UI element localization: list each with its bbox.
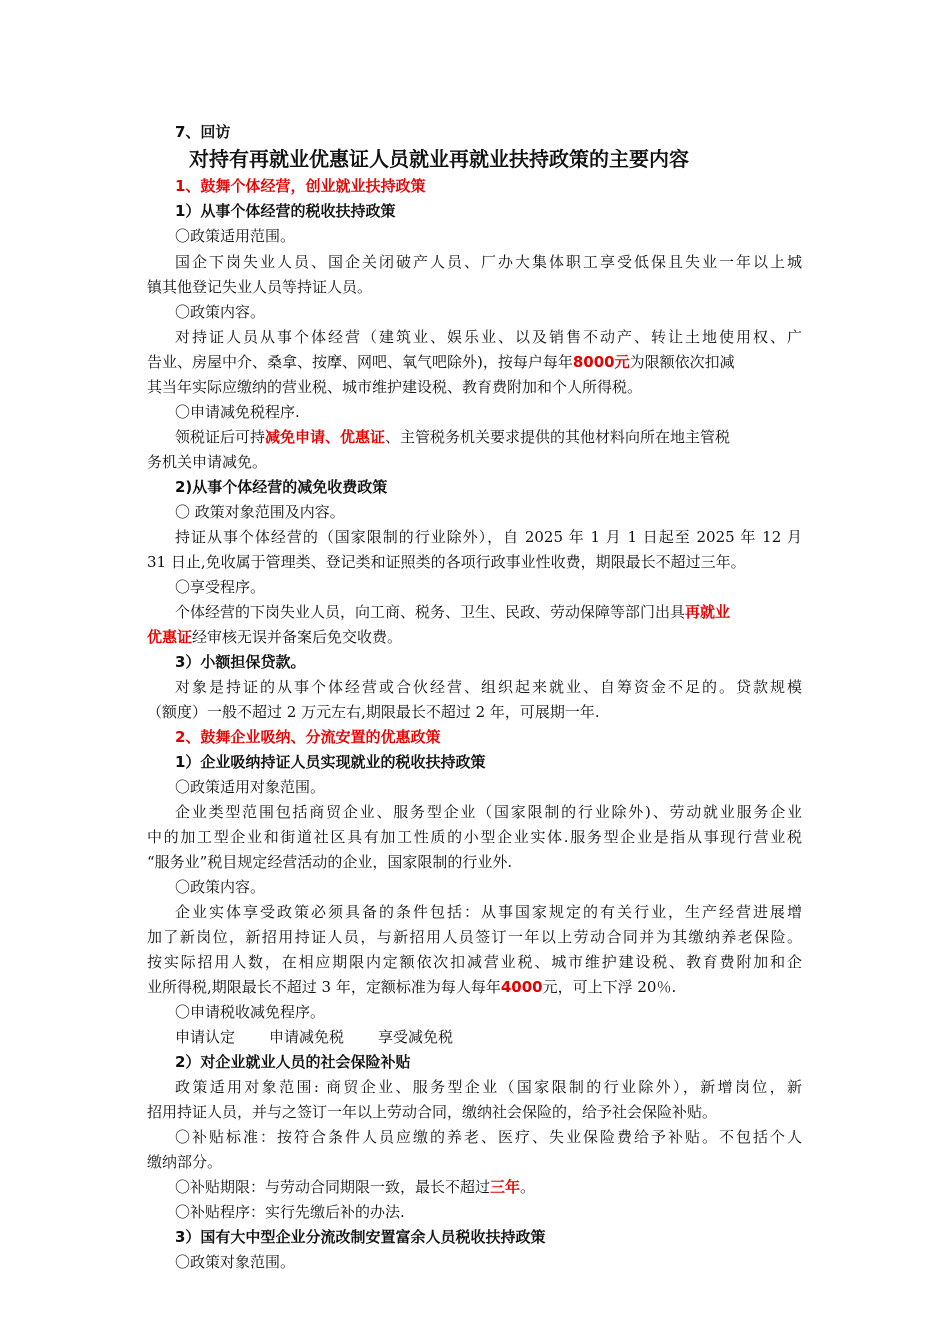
text-line: 〇申请税收减免程序。: [175, 1003, 326, 1021]
text-line: 其当年实际应缴纳的营业税、城市维护建设税、教育费附加和个人所得税。: [147, 378, 643, 396]
text-line: 〇政策内容。: [175, 878, 266, 896]
text-span: 告业、房屋中介、桑拿、按摩、网吧、氧气吧除外)，按每户每年: [147, 353, 573, 371]
text-line: 国企下岗失业人员、国企关闭破产人员、厂办大集体职工享受低保且失业一年以上城: [175, 253, 802, 271]
text-line: “服务业”税目规定经营活动的企业，国家限制的行业外.: [147, 853, 513, 871]
text-line: 镇其他登记失业人员等持证人员。: [147, 278, 373, 296]
text-line: [147, 977, 676, 997]
text-line: 〇政策内容。: [175, 303, 266, 321]
subsection-2-2-heading: 2）对企业就业人员的社会保险补贴: [175, 1053, 411, 1071]
text-line: 加了新岗位，新招用持证人员，与新招用人员签订一年以上劳动合同并为其缴纳养老保险。: [147, 928, 802, 946]
text-line: （额度）一般不超过 2 万元左右,期限最长不超过 2 年，可展期一年.: [147, 703, 600, 721]
text-line: 对象是持证的从事个体经营或合伙经营、组织起来就业、自筹资金不足的。贷款规模: [175, 678, 802, 696]
text-line: 〇政策适用范围。: [175, 227, 296, 245]
step-enjoy-tax-reduction: 享受减免税: [378, 1028, 454, 1046]
subsection-2-1-heading: 1）企业吸纳持证人员实现就业的税收扶持政策: [175, 753, 486, 771]
heading-return-visit: 7、回访: [175, 123, 231, 141]
text-line: [175, 427, 730, 447]
highlight-duration: 三年: [490, 1178, 521, 1196]
text-line: 〇 政策对象范围及内容。: [175, 503, 345, 521]
text-line: 企业实体享受政策必须具备的条件包括：从事国家规定的有关行业，生产经营进展增: [175, 903, 802, 921]
text-line: [175, 602, 730, 622]
text-span: 领税证后可持: [175, 428, 266, 446]
subsection-1-2-heading: 2)从事个体经营的减免收费政策: [175, 478, 388, 496]
text-line: 企业类型范围包括商贸企业、服务型企业（国家限制的行业除外)、劳动就业服务企业: [175, 803, 802, 821]
step-apply-tax-reduction: 申请减免税: [269, 1028, 345, 1046]
text-line: 〇政策适用对象范围。: [175, 778, 326, 796]
text-line: [147, 352, 735, 372]
subsection-1-1-heading: 1）从事个体经营的税收扶持政策: [175, 202, 396, 220]
highlight-amount: 8000元: [572, 353, 630, 371]
text-span: 个体经营的下岗失业人员，向工商、税务、卫生、民政、劳动保障等部门出具: [175, 603, 686, 621]
page-title: 对持有再就业优惠证人员就业再就业扶持政策的主要内容: [189, 147, 689, 171]
text-span: 〇补贴期限：与劳动合同期限一致，最长不超过: [175, 1178, 491, 1196]
text-line: 〇补贴程序：实行先缴后补的办法.: [175, 1203, 405, 1221]
text-span: 、主管税务机关要求提供的其他材料向所在地主管税: [385, 428, 731, 446]
text-line: [175, 1177, 535, 1197]
text-line: 对持证人员从事个体经营（建筑业、娱乐业、以及销售不动产、转让土地使用权、广: [175, 328, 802, 346]
step-apply-certification: 申请认定: [175, 1028, 236, 1046]
procedure-steps: [175, 1027, 453, 1047]
text-line: 招用持证人员，并与之签订一年以上劳动合同，缴纳社会保险的，给予社会保险补贴。: [147, 1103, 718, 1121]
subsection-2-3-heading: 3）国有大中型企业分流改制安置富余人员税收扶持政策: [175, 1228, 546, 1246]
highlight-amount: 4000: [500, 978, 543, 996]
text-line: [147, 627, 402, 647]
highlight-certificate: 再就业: [685, 603, 731, 621]
text-line: 〇申请减免税程序.: [175, 403, 300, 421]
subsection-1-3-heading: 3）小额担保贷款。: [175, 653, 306, 671]
text-line: 持证从事个体经营的（国家限制的行业除外），自 2025 年 1 月 1 日起至 2025 年 12 月: [175, 528, 802, 546]
text-line: 务机关申请减免。: [147, 453, 268, 471]
text-span: 经审核无误并备案后免交收费。: [192, 628, 403, 646]
text-span: 元，可上下浮 20％.: [542, 978, 677, 996]
section-2-heading: 2、鼓舞企业吸纳、分流安置的优惠政策: [175, 728, 441, 746]
text-line: 政策适用对象范围: 商贸企业、服务型企业（国家限制的行业除外），新增岗位，新: [175, 1078, 802, 1096]
text-line: 按实际招用人数，在相应期限内定额依次扣减营业税、城市维护建设税、教育费附加和企: [147, 953, 802, 971]
text-span: 。: [520, 1178, 536, 1196]
text-line: 缴纳部分。: [147, 1153, 223, 1171]
highlight-docs: 减免申请、优惠证: [265, 428, 386, 446]
text-span: 业所得税,期限最长不超过 3 年，定额标准为每人每年: [147, 978, 501, 996]
text-line: 中的加工型企业和街道社区具有加工性质的小型企业实体.服务型企业是指从事现行营业税: [147, 828, 802, 846]
text-span: 为限额依次扣减: [629, 353, 735, 371]
text-line: 31 日止,免收属于管理类、登记类和证照类的各项行政事业性收费，期限最长不超过三年。: [147, 553, 746, 571]
highlight-certificate: 优惠证: [147, 628, 193, 646]
section-1-heading: 1、鼓舞个体经营，创业就业扶持政策: [175, 177, 426, 195]
text-line: 〇享受程序。: [175, 578, 266, 596]
text-line: 〇政策对象范围。: [175, 1253, 296, 1271]
text-line: 〇补贴标准：按符合条件人员应缴的养老、医疗、失业保险费给予补贴。不包括个人: [175, 1128, 802, 1146]
